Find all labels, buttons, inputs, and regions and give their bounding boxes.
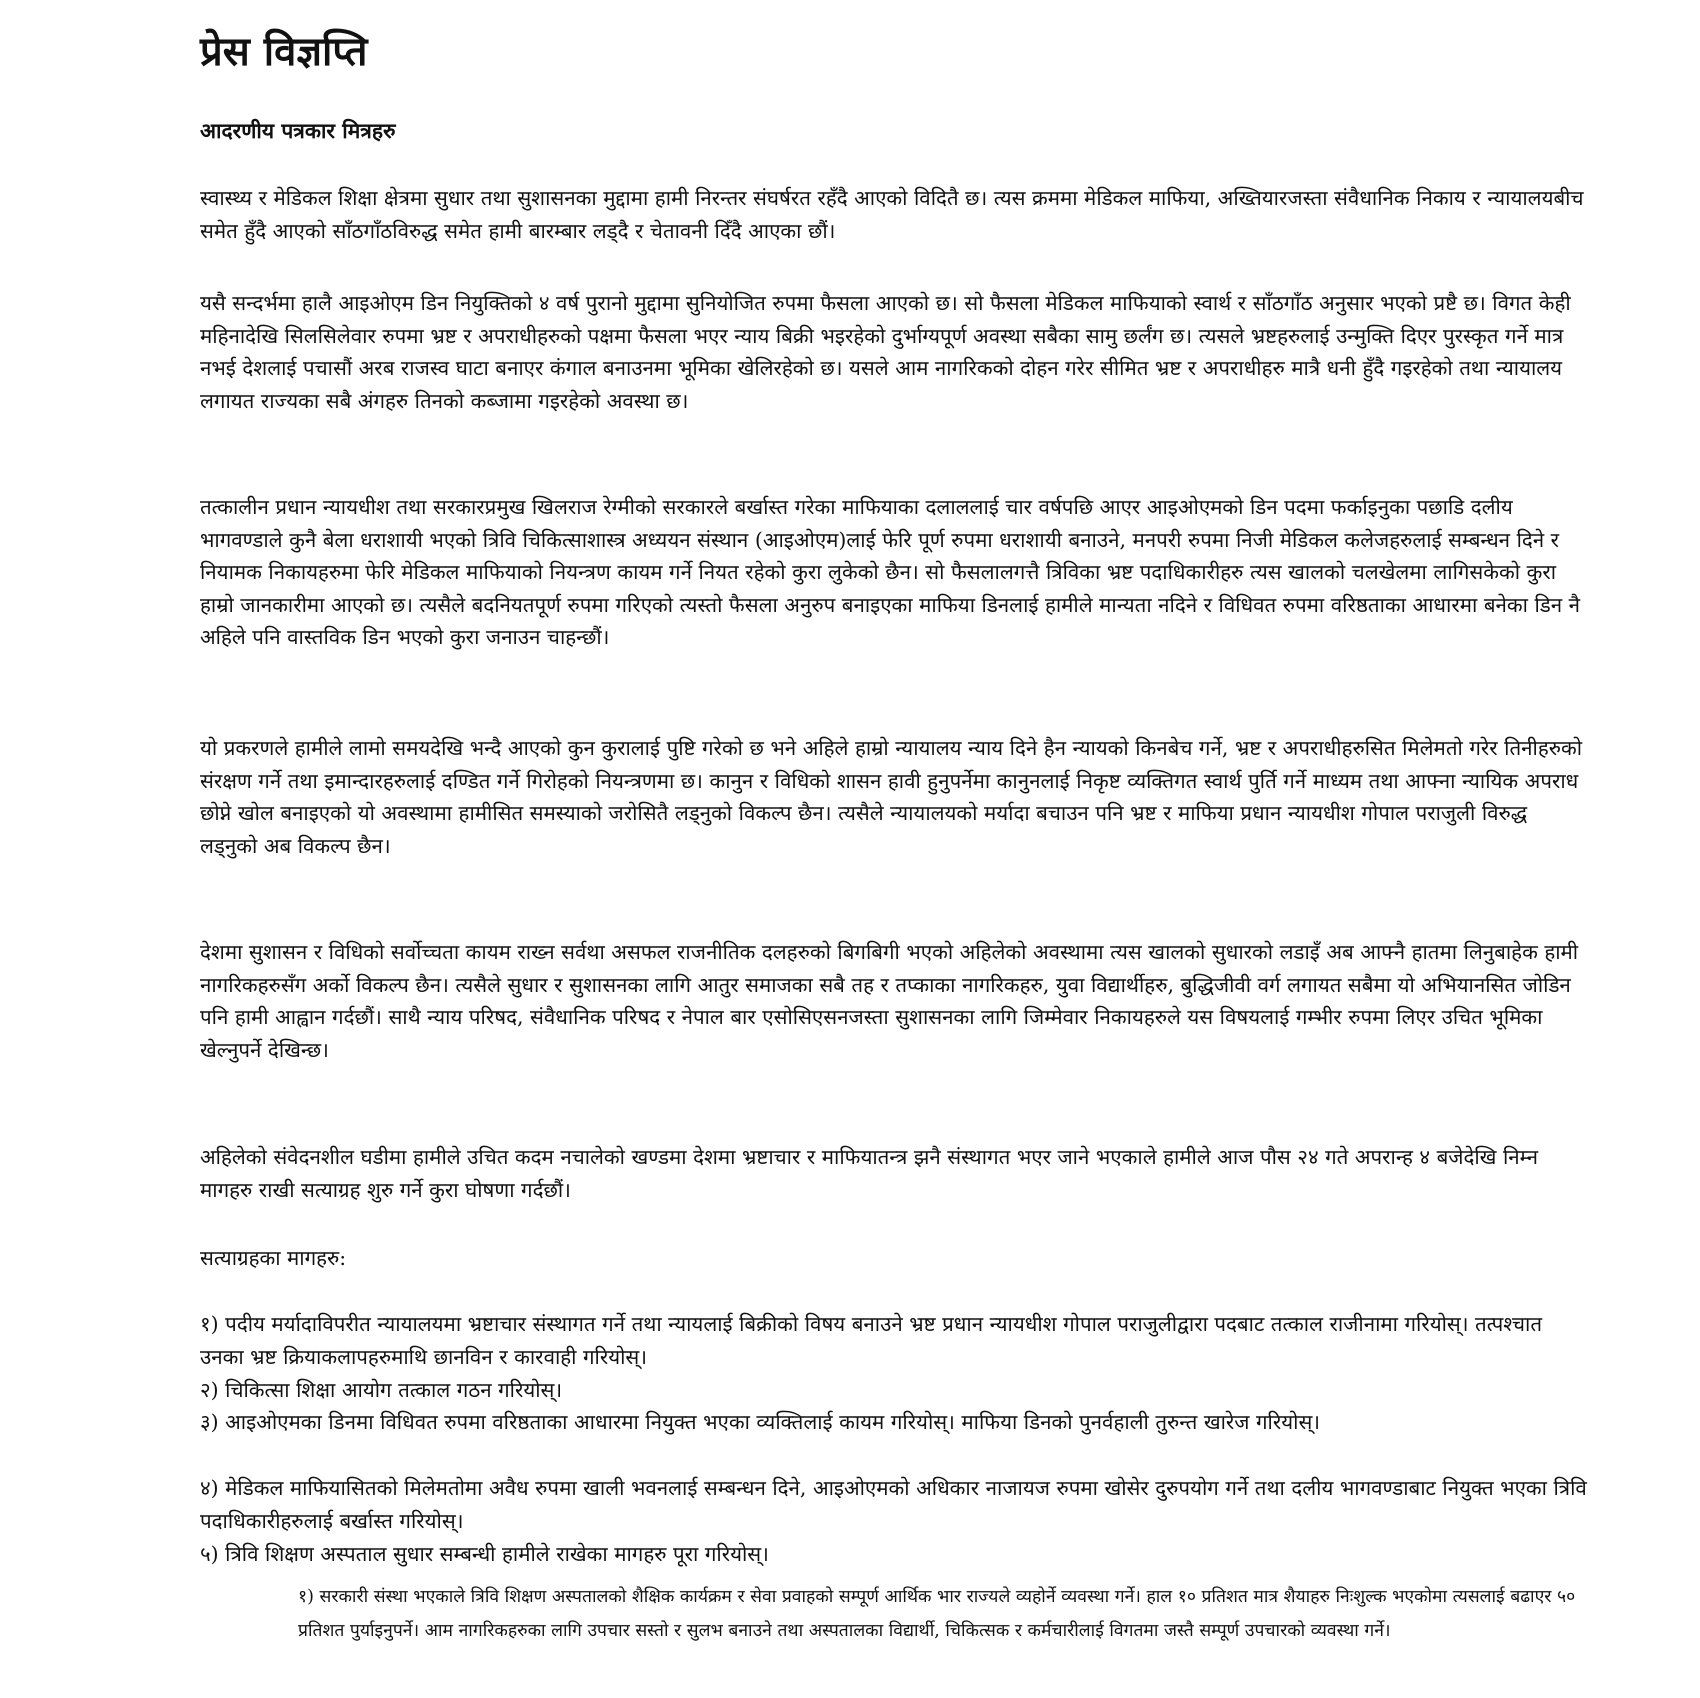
- demand-item: १) पदीय मर्यादाविपरीत न्यायालयमा भ्रष्टाचार संस्थागत गर्ने तथा न्यायलाई बिक्रीको विषय बनाउने भ्रष्ट प्रधान न्यायधीश गोपाल पराजुलीद्वारा पदबाट तत्काल राजीनामा गरियोस्। तत्पश्चात उनका भ्रष्ट क्रियाकलापहरुमाथि छानविन र कारवाही गरियोस्।: [200, 1312, 1543, 1369]
- demand-item: ५) त्रिवि शिक्षण अस्पताल सुधार सम्बन्धी हामीले राखेका मागहरु पूरा गरियोस्।: [200, 1542, 769, 1566]
- paragraph: यो प्रकरणले हामीले लामो समयदेखि भन्दै आएको कुन कुरालाई पुष्टि गरेको छ भने अहिले हाम्रो न्यायालय न्याय दिने हैन न्यायको किनबेच गर्ने, भ्रष्ट र अपराधीहरुसित मिलेमतो गरेर तिनीहरुको संरक्षण गर्ने तथा इमान्दारहरुलाई दण्डित गर्ने गिरोहको नियन्त्रणमा छ। कानुन र विधिको शासन हावी हुनुपर्नेमा कानुनलाई निकृष्ट व्यक्तिगत स्वार्थ पुर्ति गर्ने माध्यम तथा आफ्ना न्यायिक अपराध छोप्ने खोल बनाइएको यो अवस्थामा हामीसित समस्याको जरोसितै लड्नुको विकल्प छैन। त्यसैले न्यायालयको मर्यादा बचाउन पनि भ्रष्ट र माफिया प्रधान न्यायधीश गोपाल पराजुली विरुद्ध लड्नुको अब विकल्प छैन।: [200, 736, 1583, 858]
- demand-item: ४) मेडिकल माफियासितको मिलेमतोमा अवैध रुपमा खाली भवनलाई सम्बन्धन दिने, आइओएमको अधिकार नाजायज रुपमा खोसेर दुरुपयोग गर्ने तथा दलीय भागवण्डाबाट नियुक्त भएका त्रिवि पदाधिकारीहरुलाई बर्खास्त गरियोस्।: [200, 1476, 1587, 1533]
- demand-item: २) चिकित्सा शिक्षा आयोग तत्काल गठन गरियोस्।: [200, 1378, 563, 1402]
- demands-heading: सत्याग्रहका मागहरु:: [200, 1246, 347, 1270]
- paragraph: तत्कालीन प्रधान न्यायधीश तथा सरकारप्रमुख खिलराज रेग्मीको सरकारले बर्खास्त गरेका माफियाका दलाललाई चार वर्षपछि आएर आइओएमको डिन पदमा फर्काइनुका पछाडि दलीय भागवण्डाले कुनै बेला धराशायी भएको त्रिवि चिकित्साशास्त्र अध्ययन संस्थान (आइओएम)लाई फेरि पूर्ण रुपमा धराशायी बनाउने, मनपरी रुपमा निजी मेडिकल कलेजहरुलाई सम्बन्धन दिने र नियामक निकायहरुमा फेरि मेडिकल माफियाको नियन्त्रण कायम गर्ने नियत रहेको कुरा लुकेको छैन। सो फैसलालगत्तै त्रिविका भ्रष्ट पदाधिकारीहरु त्यस खालको चलखेलमा लागिसकेको कुरा हाम्रो जानकारीमा आएको छ। त्यसैले बदनियतपूर्ण रुपमा गरिएको त्यस्तो फैसला अनुरुप बनाइएका माफिया डिनलाई हामीले मान्यता नदिने र विधिवत रुपमा वरिष्ठताका आधारमा बनेका डिन नै अहिले पनि वास्तविक डिन भएको कुरा जनाउन चाहन्छौं।: [200, 495, 1581, 649]
- demand-item: ३) आइओएमका डिनमा विधिवत रुपमा वरिष्ठताका आधारमा नियुक्त भएका व्यक्तिलाई कायम गरियोस्। माफिया डिनको पुनर्वहाली तुरुन्त खारेज गरियोस्।: [200, 1410, 1321, 1434]
- paragraph: स्वास्थ्य र मेडिकल शिक्षा क्षेत्रमा सुधार तथा सुशासनका मुद्दामा हामी निरन्तर संघर्षरत रहँदै आएको विदितै छ। त्यस क्रममा मेडिकल माफिया, अख्तियारजस्ता संवैधानिक निकाय र न्यायालयबीच समेत हुँदै आएको साँठगाँठविरुद्ध समेत हामी बारम्बार लड्दै र चेतावनी दिँदै आएका छौं।: [200, 186, 1584, 243]
- demand-subpoint: १) सरकारी संस्था भएकाले त्रिवि शिक्षण अस्पतालको शैक्षिक कार्यक्रम र सेवा प्रवाहको सम्पूर्ण आर्थिक भार राज्यले व्यहोर्ने व्यवस्था गर्ने। हाल १० प्रतिशत मात्र शैयाहरु निःशुल्क भएकोमा त्यसलाई बढाएर ५० प्रतिशत पुर्याइनुपर्ने। आम नागरिकहरुका लागि उपचार सस्तो र सुलभ बनाउने तथा अस्पतालका विद्यार्थी, चिकित्सक र कर्मचारीलाई विगतमा जस्तै सम्पूर्ण उपचारको व्यवस्था गर्ने।: [298, 1587, 1576, 1641]
- page-title: प्रेस विज्ञप्ति: [200, 29, 368, 75]
- salutation: आदरणीय पत्रकार मित्रहरु: [200, 119, 396, 143]
- paragraph: देशमा सुशासन र विधिको सर्वोच्चता कायम राख्न सर्वथा असफल राजनीतिक दलहरुको बिगबिगी भएको अहिलेको अवस्थामा त्यस खालको सुधारको लडाइँ अब आफ्नै हातमा लिनुबाहेक हामी नागरिकहरुसँग अर्को विकल्प छैन। त्यसैले सुधार र सुशासनका लागि आतुर समाजका सबै तह र तप्काका नागरिकहरु, युवा विद्यार्थीहरु, बुद्धिजीवी वर्ग लगायत सबैमा यो अभियानसित जोडिन पनि हामी आह्वान गर्दछौं। साथै न्याय परिषद, संवैधानिक परिषद र नेपाल बार एसोसिएसनजस्ता सुशासनका लागि जिम्मेवार निकायहरुले यस विषयलाई गम्भीर रुपमा लिएर उचित भूमिका खेल्नुपर्ने देखिन्छ।: [200, 940, 1579, 1062]
- paragraph: अहिलेको संवेदनशील घडीमा हामीले उचित कदम नचालेको खण्डमा देशमा भ्रष्टाचार र माफियातन्त्र झनै संस्थागत भएर जाने भएकाले हामीले आज पौस २४ गते अपरान्ह ४ बजेदेखि निम्न मागहरु राखी सत्याग्रह शुरु गर्ने कुरा घोषणा गर्दछौं।: [200, 1145, 1538, 1202]
- paragraph: यसै सन्दर्भमा हालै आइओएम डिन नियुक्तिको ४ वर्ष पुरानो मुद्दामा सुनियोजित रुपमा फैसला आएको छ। सो फैसला मेडिकल माफियाको स्वार्थ र साँठगाँठ अनुसार भएको प्रष्टै छ। विगत केही महिनादेखि सिलसिलेवार रुपमा भ्रष्ट र अपराधीहरुको पक्षमा फैसला भएर न्याय बिक्री भइरहेको दुर्भाग्यपूर्ण अवस्था सबैका सामु छर्लंग छ। त्यसले भ्रष्टहरुलाई उन्मुक्ति दिएर पुरस्कृत गर्ने मात्र नभई देशलाई पचासौं अरब राजस्व घाटा बनाएर कंगाल बनाउनमा भूमिका खेलिरहेको छ। यसले आम नागरिकको दोहन गरेर सीमित भ्रष्ट र अपराधीहरु मात्रै धनी हुँदै गइरहेको तथा न्यायालय लगायत राज्यका सबै अंगहरु तिनको कब्जामा गइरहेको अवस्था छ।: [200, 291, 1571, 413]
